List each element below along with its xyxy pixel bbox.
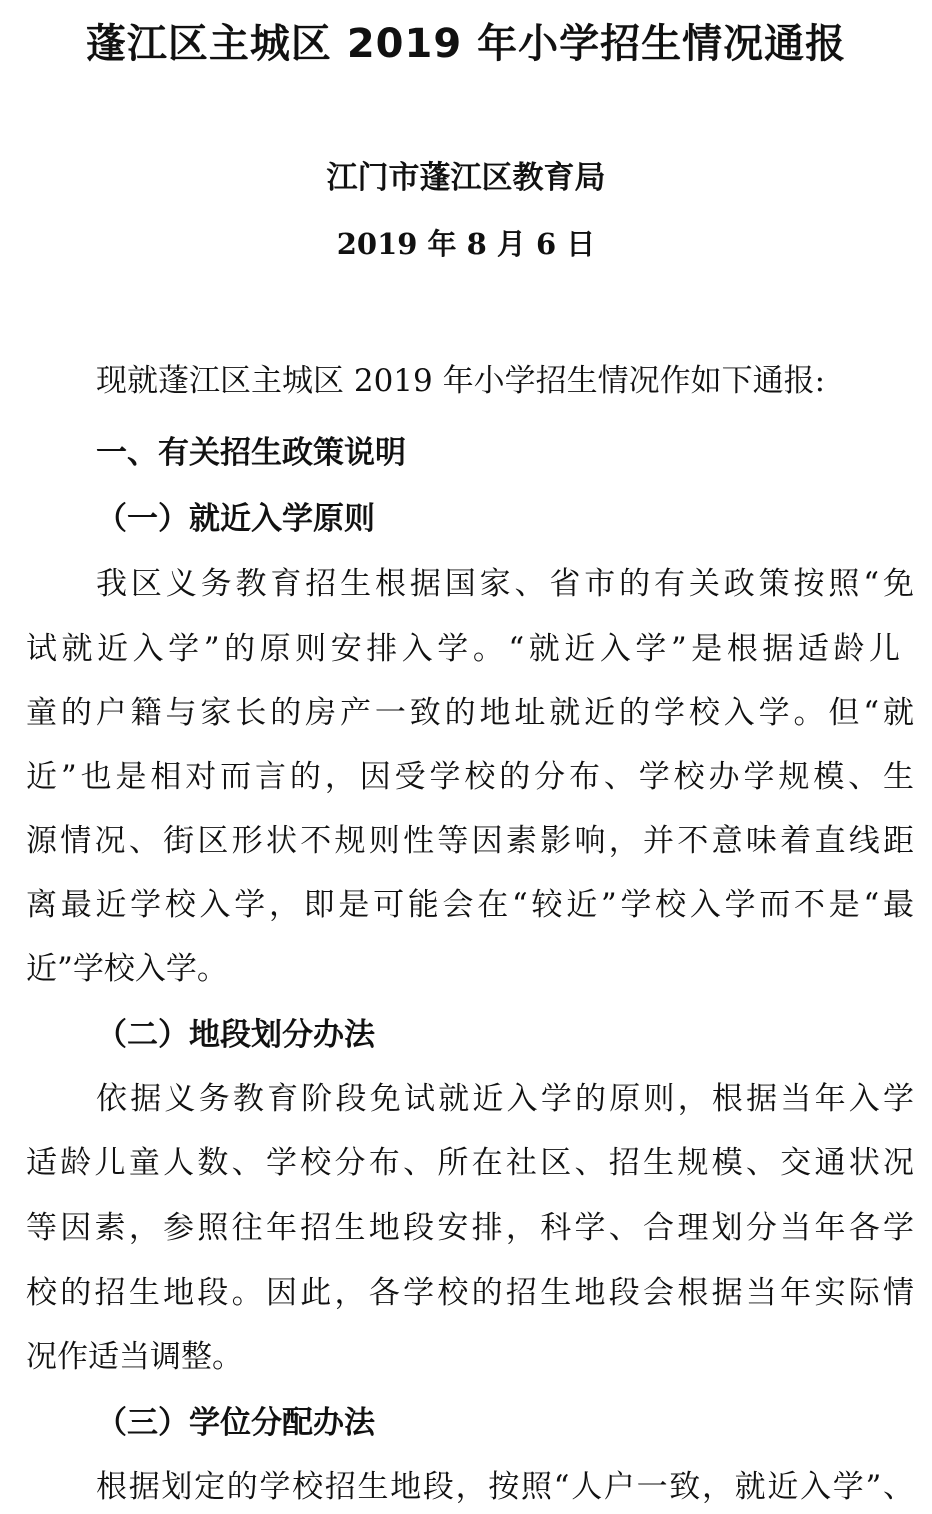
paragraph-line: 源情况、街区形状不规则性等因素影响，并不意味着直线距 xyxy=(26,823,914,859)
paragraph-line: 我区义务教育招生根据国家、省市的有关政策按照“免 xyxy=(96,566,914,602)
paragraph-line: 根据划定的学校招生地段，按照“人户一致，就近入学”、 xyxy=(96,1469,914,1505)
paragraph-line: 等因素，参照往年招生地段安排，科学、合理划分当年各学 xyxy=(26,1210,914,1246)
paragraph-line: 试就近入学”的原则安排入学。“就近入学”是根据适龄儿 xyxy=(26,631,900,667)
intro-paragraph: 现就蓬江区主城区 2019 年小学招生情况作如下通报: xyxy=(96,363,826,399)
subsection-heading-3: （三）学位分配办法 xyxy=(96,1405,375,1441)
subsection-heading-2: （二）地段划分办法 xyxy=(96,1017,375,1053)
paragraph-line: 况作适当调整。 xyxy=(26,1339,243,1375)
paragraph-line: 近”学校入学。 xyxy=(26,951,228,987)
section-heading: 一、有关招生政策说明 xyxy=(96,435,406,471)
document-title: 蓬江区主城区 2019 年小学招生情况通报 xyxy=(85,21,847,67)
paragraph-line: 适龄儿童人数、学校分布、所在社区、招生规模、交通状况 xyxy=(26,1145,914,1181)
paragraph-line: 依据义务教育阶段免试就近入学的原则，根据当年入学 xyxy=(96,1081,914,1117)
subsection-heading-1: （一）就近入学原则 xyxy=(96,501,375,537)
paragraph-line: 校的招生地段。因此，各学校的招生地段会根据当年实际情 xyxy=(26,1275,914,1311)
paragraph-line: 离最近学校入学，即是可能会在“较近”学校入学而不是“最 xyxy=(26,887,914,923)
paragraph-line: 近”也是相对而言的，因受学校的分布、学校办学规模、生 xyxy=(26,759,914,795)
issuer-name: 江门市蓬江区教育局 xyxy=(326,160,606,196)
paragraph-line: 童的户籍与家长的房产一致的地址就近的学校入学。但“就 xyxy=(26,695,914,731)
issue-date: 2019 年 8 月 6 日 xyxy=(336,227,596,261)
